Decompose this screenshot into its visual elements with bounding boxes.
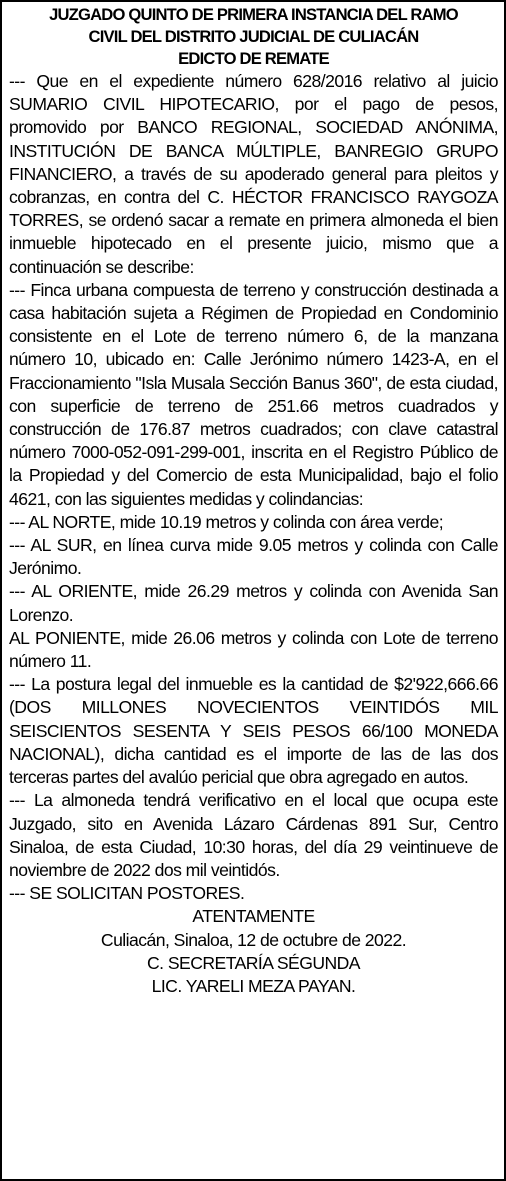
boundary-west: AL PONIENTE, mide 26.06 metros y colinda con Lote de terreno número 11.	[9, 627, 498, 672]
boundary-south: --- AL SUR, en línea curva mide 9.05 metros y colinda con Calle Jerónimo.	[9, 535, 498, 579]
property-description-paragraph: --- Finca urbana compuesta de terreno y construcción destinada a casa habitación sujeta a Régimen de Propiedad en Condominio consistente en el Lote de terreno número 6, de la manzana número 10, ubicado en: Calle Jerónimo número 1423-A, en el Fraccionamiento "Isla Musala Sección Banus 360", de esta ciudad, con superficie de terreno de 251.66 metros cuadrados y construcción de 176.87 metros cuadrados; con clave catastral número 7000-052-091-299-001, inscrita en el Registro Público de la Propiedad y del Comercio de esta Municipalidad, bajo el folio 4621, con las siguientes medidas y colindancias:	[9, 279, 498, 509]
court-name-line-2: CIVIL DEL DISTRITO JUDICIAL DE CULIACÁN	[88, 27, 419, 46]
boundary-north: --- AL NORTE, mide 10.19 metros y colinda con área verde;	[9, 511, 444, 532]
bidders-call: --- SE SOLICITAN POSTORES.	[9, 883, 245, 904]
signature-office: C. SECRETARÍA SÉGUNDA	[147, 952, 360, 973]
auction-venue-paragraph: --- La almoneda tendrá verificativo en el local que ocupa este Juzgado, sito en Avenida Lázaro Cárdenas 891 Sur, Centro Sinaloa, de esta Ciudad, 10:30 horas, del día 29 veintinueve de noviembre de 2022 dos mil veintidós.	[9, 790, 498, 880]
document-title: EDICTO DE REMATE	[178, 49, 329, 68]
case-paragraph: --- Que en el expediente número 628/2016 relativo al juicio SUMARIO CIVIL HIPOTECARIO, por el pago de pesos, promovido por BANCO REGIONAL, SOCIEDAD ANÓNIMA, INSTITUCIÓN DE BANCA MÚLTIPLE, BANREGIO GRUPO FINANCIERO, a través de su apoderado general para pleitos y cobranzas, en contra del C. HÉCTOR FRANCISCO RAYGOZA TORRES, se ordenó sacar a remate en primera almoneda el bien inmueble hipotecado en el presente juicio, mismo que a continuación se describe:	[9, 71, 498, 277]
legal-bid-paragraph: --- La postura legal del inmueble es la cantidad de $2'922,666.66 (DOS MILLONES NOVECIENTOS VEINTIDÓS MIL SEISCIENTOS SESENTA Y SEIS PESOS 66/100 MONEDA NACIONAL), dicha cantidad es el importe de las de las dos terceras partes del avalúo pericial que obra agregado en autos.	[9, 674, 498, 788]
boundary-east: --- AL ORIENTE, mide 26.29 metros y colinda con Avenida San Lorenzo.	[9, 581, 498, 625]
signature-place-date: Culiacán, Sinaloa, 12 de octubre de 2022.	[100, 929, 407, 950]
signature-name: LIC. YARELI MEZA PAYAN.	[151, 975, 356, 996]
signature-closing: ATENTAMENTE	[192, 906, 315, 927]
court-name-line-1: JUZGADO QUINTO DE PRIMERA INSTANCIA DEL RAMO	[49, 5, 458, 24]
